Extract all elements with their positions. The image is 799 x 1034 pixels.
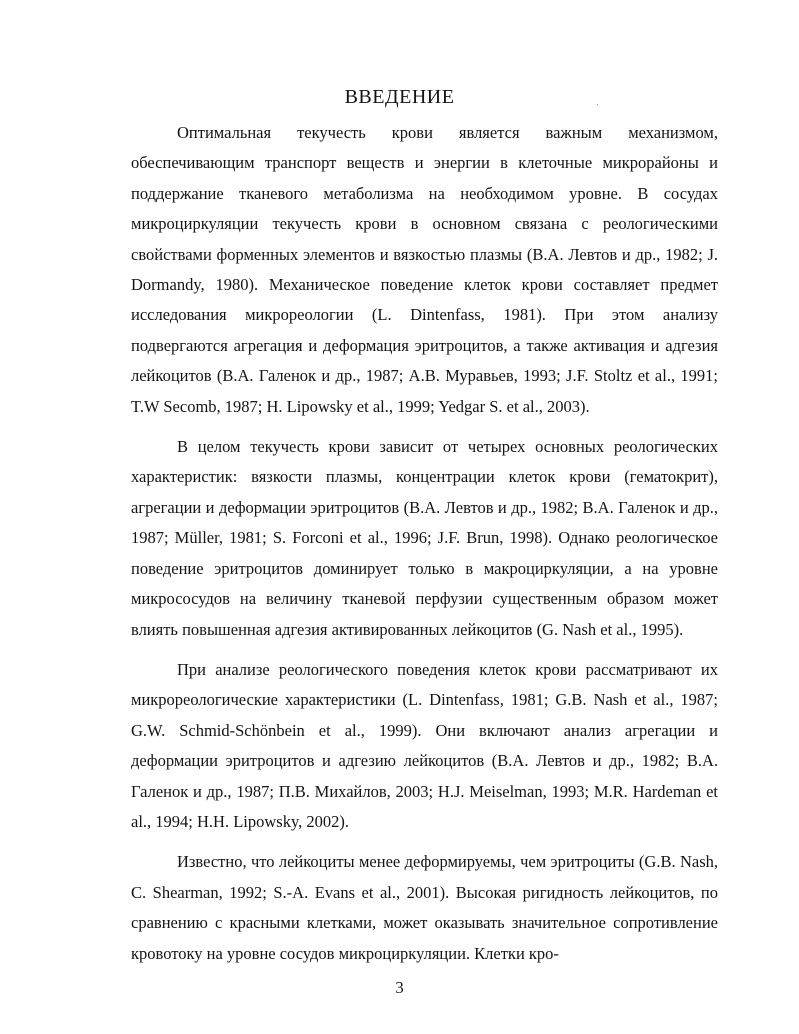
paragraph-1: Оптимальная текучесть крови является важным механизмом, обеспечивающим транспорт веществ и энергии в клеточные микрорайоны и поддержание тканевого метаболизма на необходимом уровне. В сосудах микроциркуляции текучесть крови в основном связана с реологическими свойствами форменных элементов и вязкостью плазмы (В.А. Левтов и др., 1982; J. Dormandy, 1980). Механическое поведение клеток крови составляет предмет исследования микрореологии (L. Dintenfass, 1981). При этом анализу подвергаются агрегация и деформация эритроцитов, а также активация и адгезия лейкоцитов (В.А. Галенок и др., 1987; А.В. Муравьев, 1993; J.F. Stoltz et al., 1991; T.W Secomb, 1987; H. Lipowsky et al., 1999; Yedgar S. et al., 2003). [131,123,718,416]
page-title: ВВЕДЕНИЕ [344,86,455,108]
body-text [131,118,718,979]
paragraph-3: При анализе реологического поведения клеток крови рассматривают их микрореологические характеристики (L. Dintenfass, 1981; G.B. Nash et al., 1987; G.W. Schmid-Schönbein et al., 1999). Они включают анализ агрегации и деформации эритроцитов и адгезию лейкоцитов (В.А. Левтов и др., 1982; В.А. Галенок и др., 1987; П.В. Михайлов, 2003; H.J. Meiselman, 1993; M.R. Hardeman et al., 1994; H.H. Lipowsky, 2002). [131,659,718,831]
paragraph-4: Известно, что лейкоциты менее деформируемы, чем эритроциты (G.B. Nash, C. Shearman, 1992; S.-A. Evans et al., 2001). Высокая ригидность лейкоцитов, по сравнению с красными клетками, может оказывать значительное сопротивление кровотоку на уровне сосудов микроциркуляции. Клетки кро- [131,852,718,963]
paragraph-2: В целом текучесть крови зависит от четырех основных реологических характеристик: вязкости плазмы, концентрации клеток крови (гематокрит), агрегации и деформации эритроцитов (В.А. Левтов и др., 1982; В.А. Галенок и др., 1987; Müller, 1981; S. Forconi et al., 1996; J.F. Brun, 1998). Однако реологическое поведение эритроцитов доминирует только в макроциркуляции, а на уровне микрососудов на величину тканевой перфузии существенным образом может влиять повышенная адгезия активированных лейкоцитов (G. Nash et al., 1995). [131,437,718,639]
page-number: 3 [395,978,404,997]
